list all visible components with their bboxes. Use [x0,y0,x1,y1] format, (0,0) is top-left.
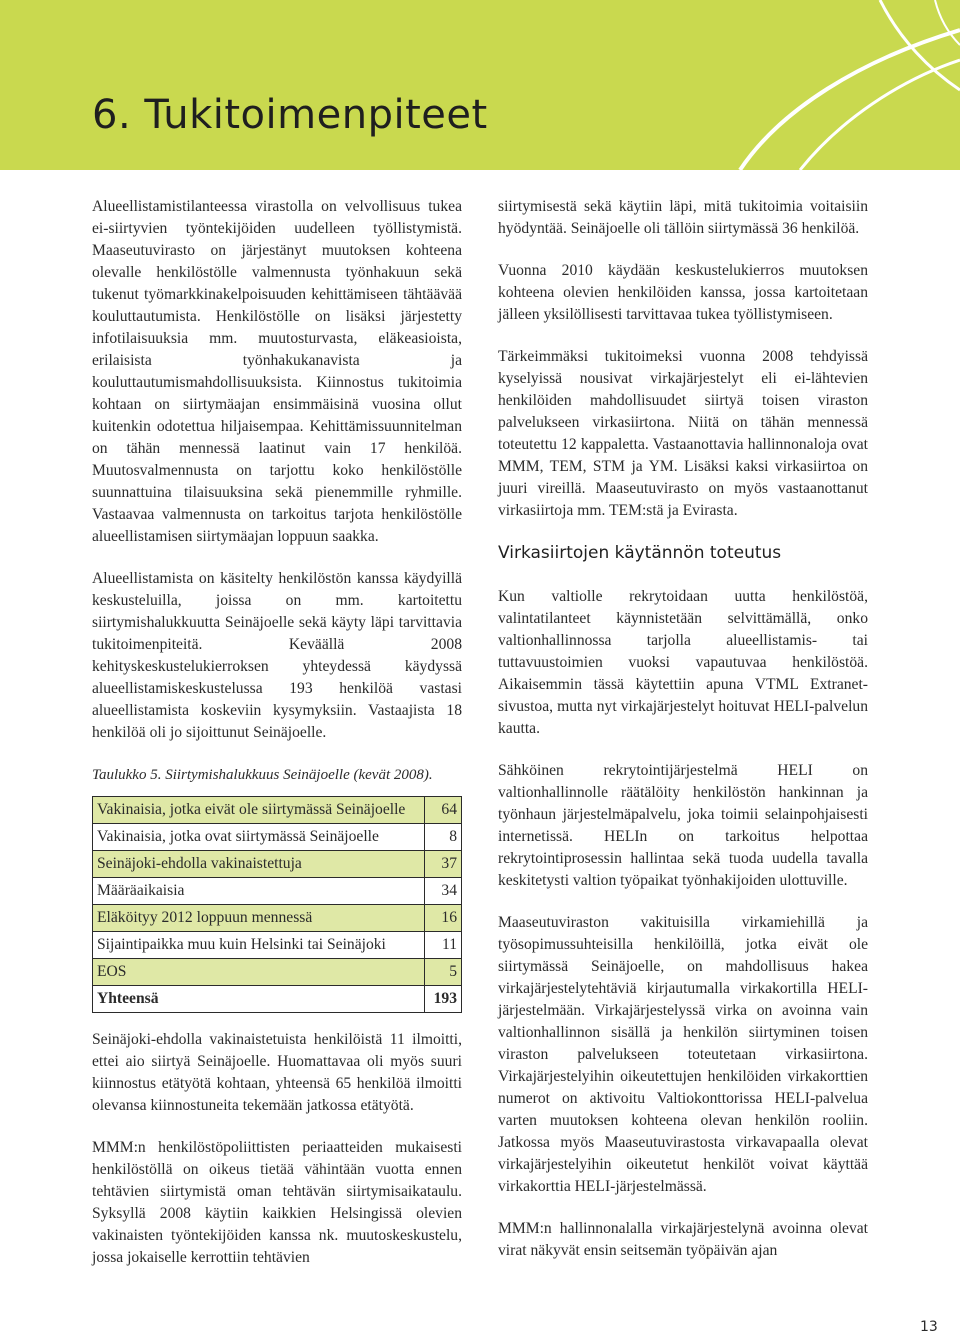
transfer-table [92,796,462,1013]
paragraph: Kun valtiolle rekrytoidaan uutta henkilöstöä, valintatilanteet käynnistetään selvittämällä, onko valtionhallinnossa tarjolla alueellistamis- tai tuttavuustoimien vuoksi vapautuvaa henkilöstöä. Aikaisemmin tässä käytettiin apuna VTML Extranet-sivustoa, mutta nyt virkajärjestelyt hoituvat HELI-palvelun kautta. [498,588,868,737]
header-band [0,0,960,170]
paragraph: MMM:n hallinnonalalla virkajärjestelynä avoinna olevat virat näkyvät ensin seitsemän työpäivän ajan [498,1220,868,1259]
row-label: Sijaintipaikka muu kuin Helsinki tai Seinäjoki [93,932,425,959]
row-label: Yhteensä [93,986,425,1013]
row-value: 193 [425,986,462,1013]
row-value: 37 [425,851,462,878]
table-row [93,878,462,905]
row-label: Vakinaisia, jotka ovat siirtymässä Seinäjoelle [93,824,425,851]
row-label: Eläköityy 2012 loppuun mennessä [93,905,425,932]
row-value: 5 [425,959,462,986]
table-row [93,905,462,932]
table-row [93,824,462,851]
paragraph: Sähköinen rekrytointijärjestelmä HELI on valtionhallinnolle räätälöity henkilöstön hankinnan ja työnhaun järjestelmäpalvelu, joka toimii selainpohjaisesti internetissä. HELIn on tarkoitus helpottaa rekrytointiprosessin hallintaa sekä tuoda uudella tavalla keskitetysti valtion työpaikat työnhakijoiden ulottuville. [498,762,868,889]
paragraph: Alueellistamistilanteessa virastolla on velvollisuus tukea ei-siirtyvien työntekijöiden uudelleen työllistymistä. Maaseutuvirasto on järjestänyt muutoksen kohteena olevalle henkilöstölle valmennusta työnhakuun sekä tukenut työmarkkinakelpoisuuden kehittämiseen tähtäävää kouluttautumista. Henkilöstölle on lisäksi järjestetty infotilaisuuksia mm. muutosturvasta, eläkeasioista, erilaisista työnhakukanavista ja kouluttautumismahdollisuuksista. Kiinnostus tukitoimia kohtaan on siirtymäajan ensimmäisinä vuosina ollut kuitenkin odotettua hiljaisempaa. Kehittämissuunnitelman on tähän mennessä laatinut vain 17 henkilöä. Muutosvalmennusta on tarjottu koko henkilöstölle suunnattuina tilaisuuksina sekä pienemmille ryhmille. Vastaavaa valmennusta on tarkoitus tarjota henkilöstölle alueellistamisen siirtymäajan loppuun saakka. [92,198,462,545]
paragraph: siirtymisestä sekä käytiin läpi, mitä tukitoimia voitaisiin hyödyntää. Seinäjoelle oli tällöin siirtymässä 36 henkilöä. [498,198,868,237]
page-number: 13 [920,1319,938,1335]
paragraph: Vuonna 2010 käydään keskustelukierros muutoksen kohteena olevien henkilöiden kanssa, jossa kartoitetaan jälleen yksilöllisesti tarvittavaa tukea työllistymiseen. [498,262,868,323]
table-caption: Taulukko 5. Siirtymishalukkuus Seinäjoelle (kevät 2008). [92,767,433,783]
paragraph: Maaseutuviraston vakituisilla virkamiehillä ja työsopimussuhteisilla henkilöillä, jotka eivät ole siirtymässä Seinäjoelle, on mahdollisuus hakea virkajärjestelytehtäviä kirjautumalla virkakortilla HELI-järjestelmään. Virkajärjestelyssä virka on avoinna vain valtionhallinnon sisällä ja henkilön siirtyminen toisen viraston palvelukseen toteutetaan virkasiirtona. Virkajärjestelyihin oikeutettujen henkilöiden virkakorttien numerot on aktivoitu Valtiokonttorissa HELI-palvelua varten muutoksen kohteena olevan henkilön rooliin. Jatkossa myös Maaseutuvirastosta virkavapaalla olevat virkajärjestelyihin oikeutetut henkilöt voivat käyttää virkakorttia HELI-järjestelmässä. [498,914,868,1195]
paragraph: MMM:n henkilöstöpoliittisten periaatteiden mukaisesti henkilöstöllä on oikeus tietää vähintään vuotta ennen tehtävien siirtymistä oman tehtävän siirtymisaikataulu. Syksyllä 2008 käytiin kaikkien Helsingissä olevien vakinaisten työntekijöiden kanssa nk. muutoskeskustelu, jossa jokaiselle kerrottiin tehtävien [92,1139,462,1266]
section-heading: Virkasiirtojen käytännön toteutus [498,543,782,563]
row-label: Määräaikaisia [93,878,425,905]
paragraph: Seinäjoki-ehdolla vakinaistetuista henkilöistä 11 ilmoitti, ettei aio siirtyä Seinäjoelle. Huomattavaa oli myös suuri kiinnostus etätyötä kohtaan, yhteensä 65 henkilöä ilmoitti olevansa kiinnostuneita tekemään jatkossa etätyötä. [92,1031,462,1114]
left-column [92,196,462,1289]
paragraph: Alueellistamista on käsitelty henkilöstön kanssa käydyillä keskusteluilla, joissa on mm. kartoitettu siirtymishalukkuutta Seinäjoelle sekä käyty läpi tarvittavia tukitoimenpiteitä. Keväällä 2008 kehityskeskustelukierroksen yhteydessä käydyssä alueellistamiskeskustelussa 193 henkilöä vastasi alueellistamista koskeviin kysymyksiin. Vastaajista 18 henkilöä oli jo sijoittunut Seinäjoelle. [92,570,462,741]
leaf-decoration [0,0,960,170]
row-value: 64 [425,797,462,824]
paragraph: Tärkeimmäksi tukitoimeksi vuonna 2008 tehdyissä kyselyissä nousivat virkajärjestelyt eli ei-lähtevien henkilöiden mahdollisuudet siirtyä toisen viraston palvelukseen virkasiirtona. Niitä on tähän mennessä toteutettu 12 kappaletta. Vastaanottavia hallinnonaloja ovat MMM, TEM, STM ja YM. Lisäksi kaksi virkasiirtoa on juuri vireillä. Maaseutuvirasto on myös vastaanottanut virkasiirtoja mm. TEM:stä ja Evirasta. [498,348,868,519]
row-label: EOS [93,959,425,986]
page-title: 6. Tukitoimenpiteet [92,92,488,138]
row-value: 8 [425,824,462,851]
table-row [93,851,462,878]
table-row [93,932,462,959]
table-row [93,797,462,824]
row-value: 16 [425,905,462,932]
row-label: Seinäjoki-ehdolla vakinaistettuja [93,851,425,878]
right-column [498,196,868,1282]
table-total-row [93,986,462,1013]
row-label: Vakinaisia, jotka eivät ole siirtymässä Seinäjoelle [93,797,425,824]
row-value: 11 [425,932,462,959]
row-value: 34 [425,878,462,905]
table-row [93,959,462,986]
